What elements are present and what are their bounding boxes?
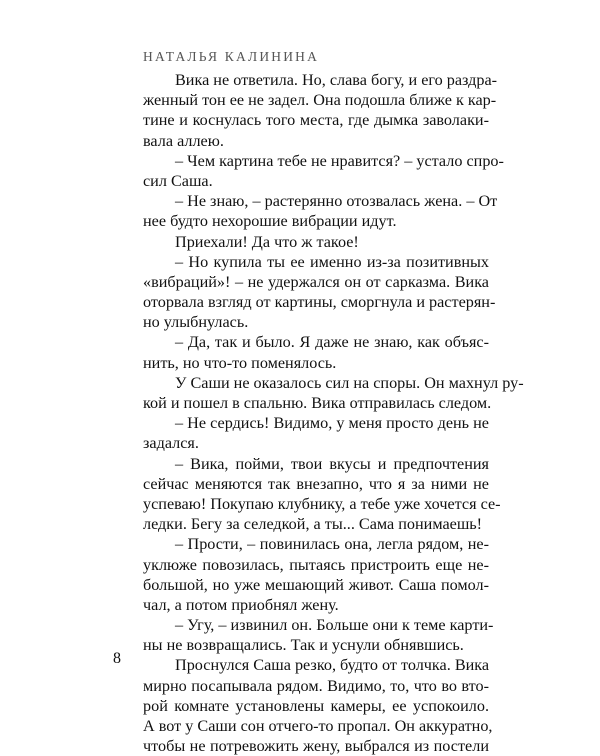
- text-line: сейчас меняются так внезапно, что я за ними не: [143, 474, 489, 493]
- text-line: – Прости, – повинилась она, легла рядом, не-: [175, 535, 489, 554]
- text-line: успеваю! Покупаю клубнику, а тебе уже хочется се-: [143, 494, 501, 513]
- text-line: – Да, так и было. Я даже не знаю, как объяс-: [175, 333, 489, 352]
- text-line: А вот у Саши сон отчего-то пропал. Он аккуратно,: [143, 717, 493, 735]
- text-line: ледки. Бегу за селедкой, а ты... Сама понимаешь!: [143, 515, 483, 534]
- text-line: женный тон ее не задел. Она подошла ближе к кар-: [143, 91, 497, 110]
- text-line: оторвала взгляд от картины, сморгнула и растерян-: [143, 293, 496, 312]
- text-line: – Не знаю, – растерянно отозвалась жена. – От: [175, 192, 498, 211]
- text-line: мирно посапывала рядом. Видимо, то, что во вто-: [143, 676, 489, 695]
- text-line: тине и коснулась того места, где дымка заволаки-: [143, 111, 489, 130]
- text-line: – Но купила ты ее именно из-за позитивных: [175, 252, 489, 271]
- text-line: чал, а потом приобнял жену.: [143, 595, 339, 614]
- page-number: 8: [113, 650, 121, 667]
- text-line: ны не возвращались. Так и уснули обнявшись.: [143, 636, 464, 655]
- text-line: – Угу, – извинил он. Больше они к теме карти-: [175, 616, 494, 635]
- text-line: рой комнате установлены камеры, ее успокоило.: [143, 696, 489, 715]
- text-line: уклюже повозилась, пытаясь пристроить еще не-: [143, 555, 489, 574]
- text-line: чтобы не потревожить жену, выбрался из постели: [143, 737, 489, 756]
- text-line: кой и пошел в спальню. Вика отправилась следом.: [143, 394, 492, 412]
- text-line: «вибраций»! – не удержался он от сарказма. Вика: [143, 272, 489, 291]
- text-line: У Саши не оказалось сил на споры. Он махнул ру-: [175, 373, 524, 392]
- text-line: вала аллею.: [143, 131, 224, 150]
- text-line: сил Саша.: [143, 171, 213, 190]
- text-line: – Чем картина тебе не нравится? – устало спро-: [175, 151, 504, 170]
- text-line: нее будто нехорошие вибрации идут.: [143, 212, 397, 231]
- body-text: [143, 70, 524, 756]
- text-line: Проснулся Саша резко, будто от толчка. Вика: [175, 656, 490, 675]
- text-line: – Не сердись! Видимо, у меня просто день не: [175, 414, 489, 433]
- text-line: – Вика, пойми, твои вкусы и предпочтения: [175, 454, 489, 473]
- text-line: но улыбнулась.: [143, 313, 249, 332]
- text-line: Приехали! Да что ж такое!: [175, 232, 359, 251]
- text-line: большой, но уже мешающий живот. Саша помол-: [143, 575, 489, 594]
- text-line: Вика не ответила. Но, слава богу, и его раздра-: [175, 71, 498, 89]
- text-line: нить, но что-то поменялось.: [143, 353, 337, 372]
- text-line: задался.: [143, 434, 199, 453]
- running-header: НАТАЛЬЯ КАЛИНИНА: [143, 49, 320, 64]
